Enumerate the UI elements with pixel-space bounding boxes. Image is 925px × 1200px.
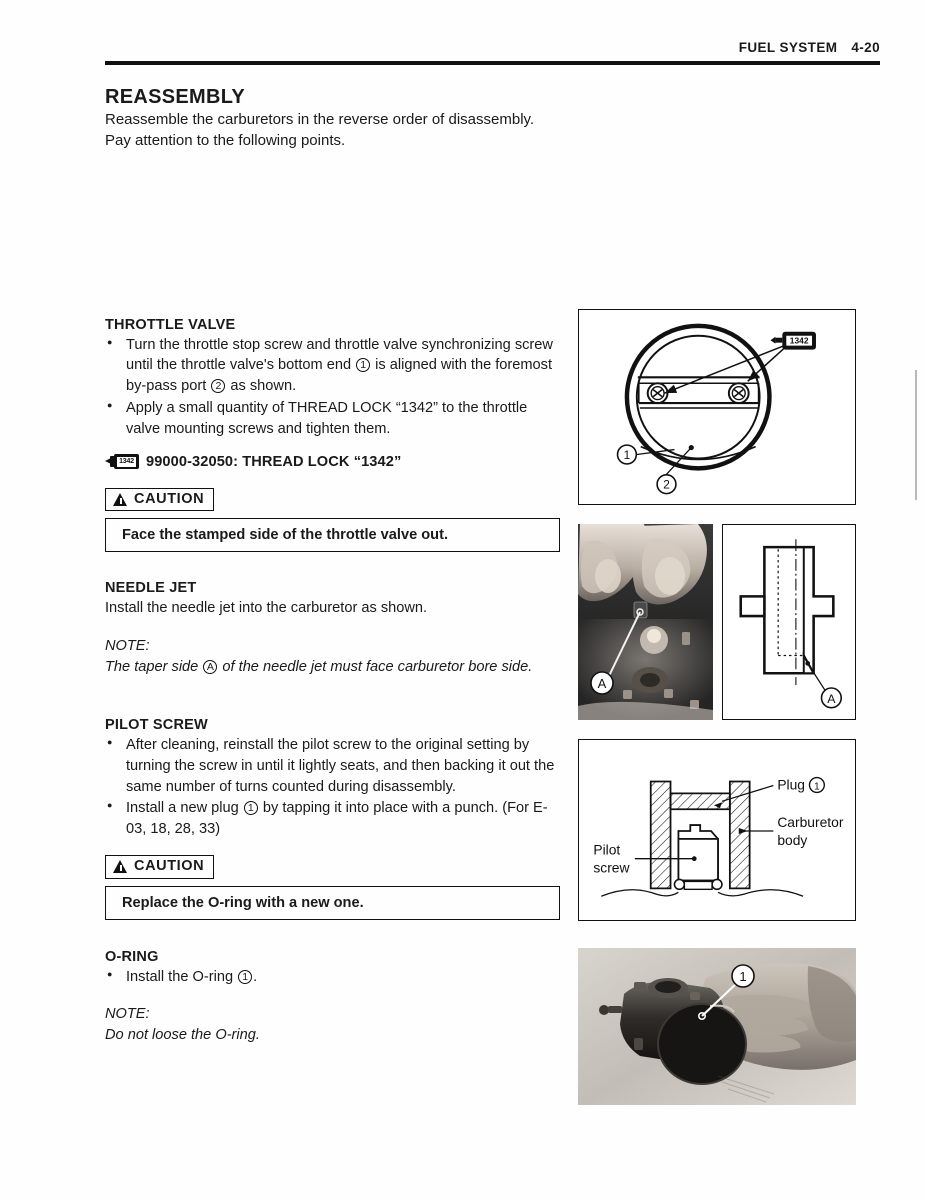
figure-throttle-valve-diagram (578, 309, 856, 505)
caution-label-oring (105, 855, 214, 878)
thread-lock-icon (770, 332, 816, 350)
figure-label-pilot-line1: Pilot (593, 841, 621, 858)
figure-label-carburetor-body-line1: Carburetor (777, 814, 844, 831)
bullet-text: Install the O-ring (126, 968, 238, 985)
figure-callout-a: A (597, 676, 607, 691)
callout-number-1: 1 (238, 970, 252, 984)
figure-needle-jet-photo (578, 524, 713, 720)
section-heading-pilot-screw: PILOT SCREW (105, 716, 208, 733)
section-needle-jet (105, 580, 560, 678)
figure-pilot-screw-cross-section (578, 739, 856, 921)
warning-triangle-icon (113, 860, 128, 873)
section-heading-throttle-valve: THROTTLE VALVE (105, 316, 236, 333)
needle-jet-body: Install the needle jet into the carburetor as shown. (105, 600, 428, 617)
section-o-ring (105, 949, 560, 1047)
figure-o-ring-photo (578, 948, 856, 1105)
header-title (739, 40, 880, 55)
page-header (105, 40, 880, 70)
needle-jet-note-body (105, 657, 560, 678)
header-page-number: 4-20 (851, 40, 880, 55)
section-heading-o-ring: O-RING (105, 948, 159, 965)
figure-label-carburetor-body-line2: body (777, 831, 808, 848)
list-item (105, 798, 560, 840)
o-ring-note-label: NOTE: (105, 1006, 150, 1023)
bullet-text-end: as shown. (226, 378, 297, 395)
caution-box-throttle: Face the stamped side of the throttle valve out. (105, 518, 560, 552)
callout-letter-a: A (203, 660, 217, 674)
throttle-valve-bullets (105, 335, 560, 440)
section-throttle-valve (105, 317, 560, 553)
figure-callout-1: 1 (739, 969, 747, 984)
scan-edge-artifact (915, 370, 917, 500)
note-text-cont: of the needle jet must face carburetor bore side. (218, 659, 533, 675)
throttle-valve-bore-svg (579, 310, 855, 504)
header-rule (105, 61, 880, 65)
pilot-screw-bullets (105, 735, 560, 840)
callout-number-1: 1 (356, 358, 370, 372)
bullet-text: Install a new plug (126, 800, 243, 817)
figure-callout-1: 1 (814, 781, 820, 793)
thread-lock-spec-text: 99000-32050: THREAD LOCK “1342” (146, 453, 402, 470)
text-column (105, 86, 560, 1046)
section-pilot-screw (105, 717, 560, 920)
thread-lock-spec (105, 454, 560, 470)
warning-triangle-icon (113, 493, 128, 506)
thread-lock-icon (105, 454, 139, 469)
figure-label-pilot-line2: screw (593, 859, 630, 876)
bullet-text: Turn the throttle stop screw and throttle valve synchronizing screw until the throttle valve's bottom end (126, 336, 553, 374)
caution-label-text: CAUTION (134, 858, 205, 875)
figure-callout-1: 1 (623, 447, 631, 462)
figure-label-plug: Plug (777, 776, 806, 793)
o-ring-bullets (105, 967, 560, 988)
o-ring-photo-svg (578, 948, 856, 1105)
note-text: The taper side (105, 659, 203, 675)
needle-jet-photo-svg (578, 524, 713, 720)
figure-callout-a: A (827, 691, 836, 706)
thread-lock-icon-label: 1342 (789, 335, 809, 346)
callout-number-1: 1 (244, 801, 258, 815)
header-chapter: FUEL SYSTEM (738, 40, 838, 55)
bullet-text-cont: is aligned with the foremost by-pass port (126, 357, 553, 395)
intro-paragraph: Reassemble the carburetors in the reverse order of disassembly. Pay attention to the following points. (105, 111, 535, 150)
bullet-text-end: . (253, 968, 258, 985)
caution-label-text: CAUTION (134, 490, 205, 507)
figure-needle-jet-cross-section (722, 524, 856, 720)
bullet-text-cont: by tapping it into place with a punch. (For E-03, 18, 28, 33) (126, 800, 548, 838)
callout-number-2: 2 (211, 379, 225, 393)
list-item (105, 335, 560, 398)
section-heading-needle-jet: NEEDLE JET (105, 580, 197, 597)
needle-jet-section-svg (723, 525, 855, 719)
figure-callout-2: 2 (663, 477, 670, 492)
o-ring-note-body: Do not loose the O-ring. (105, 1027, 260, 1044)
page-title: REASSEMBLY (105, 86, 246, 108)
thread-lock-icon-label: 1342 (117, 457, 136, 467)
needle-jet-note-label: NOTE: (105, 638, 150, 655)
list-item: ● After cleaning, reinstall the pilot screw to the original setting by turning the screw in until it lightly seats, and then backing it out the same number of turns counted during disassembly. (105, 735, 560, 798)
list-item (105, 967, 560, 988)
pilot-screw-section-svg (579, 740, 855, 920)
caution-label-throttle (105, 488, 214, 511)
list-item: ● Apply a small quantity of THREAD LOCK “1342” to the throttle valve mounting screws and tighten them. (105, 398, 560, 440)
caution-box-oring: Replace the O-ring with a new one. (105, 886, 560, 920)
